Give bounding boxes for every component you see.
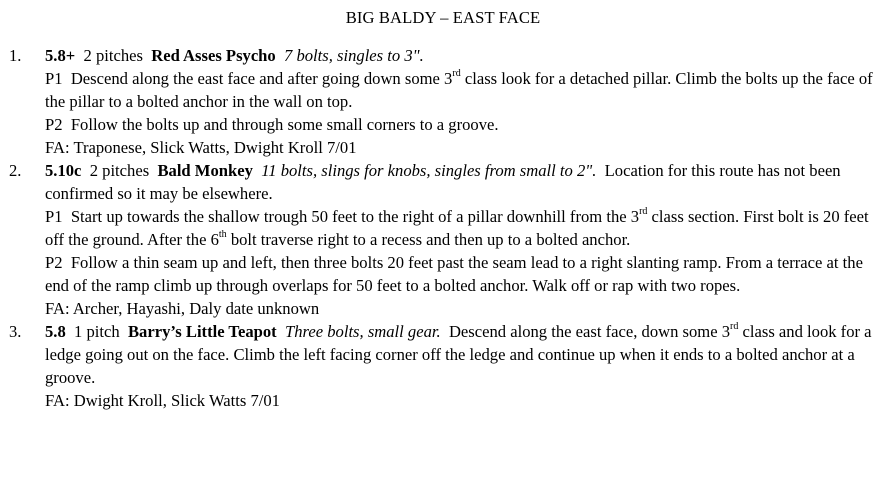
pitch-text: Follow the bolts up and through some small corners to a groove. xyxy=(70,115,499,134)
pitch-2-description xyxy=(45,251,886,297)
pitch-label: P2 xyxy=(45,253,63,272)
pitch-label: P2 xyxy=(45,115,63,134)
route-number: 1. xyxy=(9,46,22,65)
route-gear: 7 bolts, singles to 3". xyxy=(284,46,424,65)
pitch-label: P1 xyxy=(45,207,63,226)
route-note: Location for this route has not been confirmed so it may be elsewhere. xyxy=(45,161,841,203)
pitch-1-description xyxy=(45,205,886,251)
superscript: th xyxy=(218,229,227,241)
pitch-text: class section. First bolt is 20 feet off the ground. After the 6 xyxy=(45,207,869,249)
pitch-text: Follow a thin seam up and left, then three bolts 20 feet past the seam lead to a right slanting ramp. From a terrace at the end of the ramp climb up through overlaps for 50 feet to a bolted anchor. Walk off or rap with two ropes. xyxy=(45,253,863,295)
pitch-label: P1 xyxy=(45,69,63,88)
route-gear: Three bolts, small gear. xyxy=(285,322,441,341)
route-item-red-asses-psycho xyxy=(0,44,886,159)
route-grade: 5.10c xyxy=(45,161,82,180)
first-ascent: FA: Dwight Kroll, Slick Watts 7/01 xyxy=(45,391,280,410)
route-name: Bald Monkey xyxy=(157,161,253,180)
route-name: Red Asses Psycho xyxy=(151,46,276,65)
superscript: rd xyxy=(730,321,739,333)
superscript: rd xyxy=(639,206,648,218)
route-name: Barry’s Little Teapot xyxy=(127,322,277,341)
pitch-2-description xyxy=(45,113,886,136)
pitch-text: bolt traverse right to a recess and then up to a bolted anchor. xyxy=(226,230,631,249)
route-description: Descend along the east face, down some 3 xyxy=(448,322,731,341)
pitch-text: Start up towards the shallow trough 50 feet to the right of a pillar downhill from the 3 xyxy=(70,207,640,226)
page-title: BIG BALDY – EAST FACE xyxy=(345,8,541,27)
route-pitches: 1 pitch xyxy=(74,322,120,341)
route-grade: 5.8 xyxy=(45,322,66,341)
route-description: class and look for a ledge going out on the face. Climb the left facing corner off the ledge and continue up when it ends to a bolted anchor at a groove. xyxy=(45,322,872,387)
route-header xyxy=(45,320,886,389)
route-pitches: 2 pitches xyxy=(89,161,150,180)
pitch-1-description xyxy=(45,67,886,113)
pitch-text: Descend along the east face and after going down some 3 xyxy=(70,69,453,88)
superscript: rd xyxy=(452,68,461,80)
route-list xyxy=(0,44,886,412)
route-number: 3. xyxy=(9,322,22,341)
route-gear: 11 bolts, slings for knobs, singles from small to 2". xyxy=(261,161,597,180)
route-grade: 5.8+ xyxy=(45,46,76,65)
first-ascent: FA: Traponese, Slick Watts, Dwight Kroll 7/01 xyxy=(45,138,357,157)
route-number: 2. xyxy=(9,161,22,180)
route-header xyxy=(45,44,886,67)
route-pitches: 2 pitches xyxy=(83,46,143,65)
pitch-text: class look for a detached pillar. Climb the bolts up the face of the pillar to a bolted anchor in the wall on top. xyxy=(45,69,873,111)
first-ascent: FA: Archer, Hayashi, Daly date unknown xyxy=(45,299,320,318)
route-header xyxy=(45,159,886,205)
route-item-bald-monkey xyxy=(0,159,886,320)
route-item-barrys-little-teapot xyxy=(0,320,886,412)
